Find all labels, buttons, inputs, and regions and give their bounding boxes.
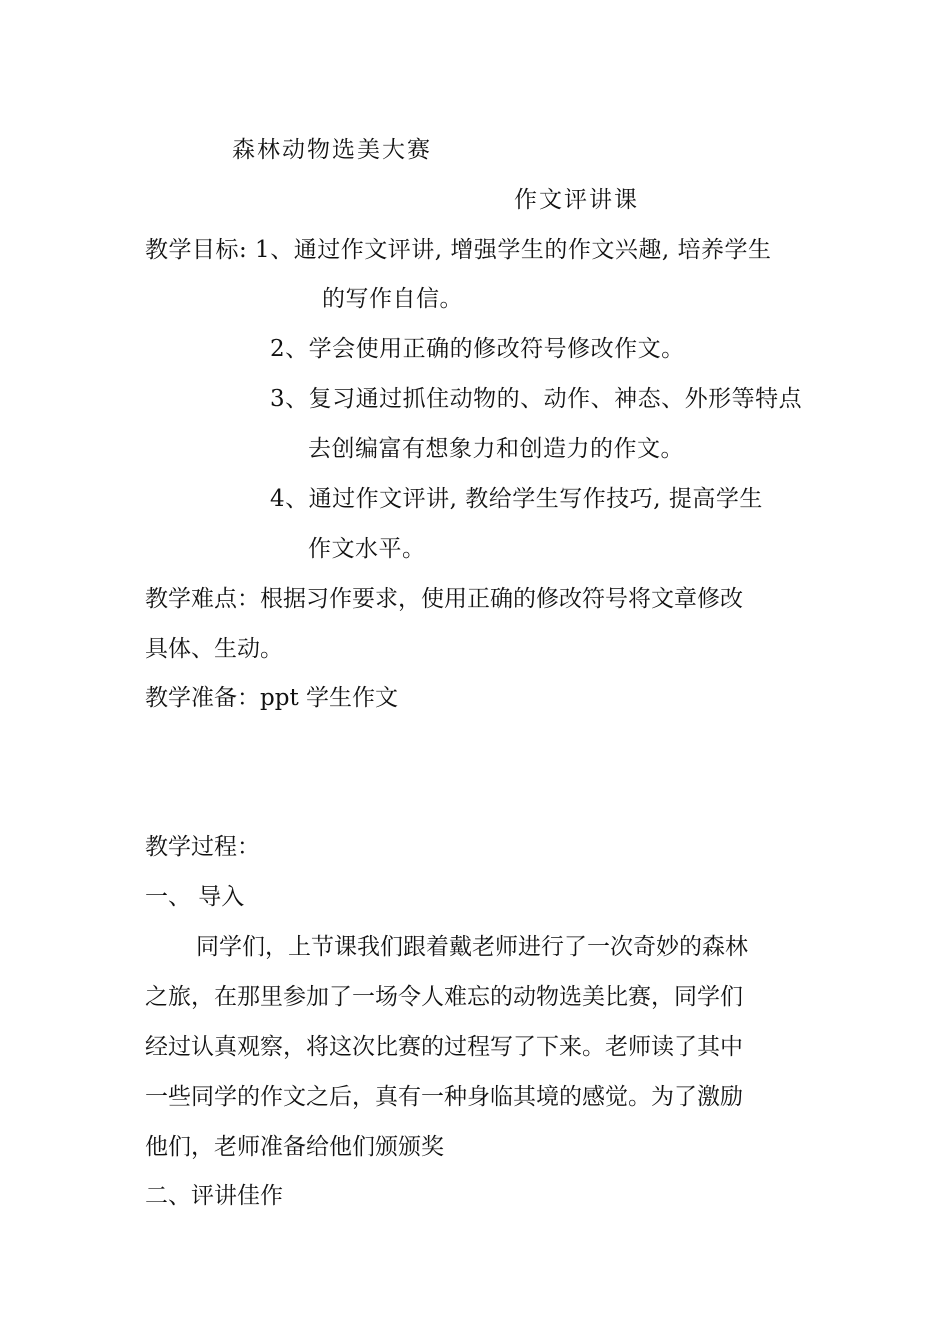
objective-line-2: 2、学会使用正确的修改符号修改作文。 — [270, 336, 685, 362]
objective-line-3-cont: 去创编富有想象力和创造力的作文。 — [308, 436, 684, 462]
difficulty-line-2: 具体、生动。 — [145, 636, 283, 662]
document-subtitle: 作文评讲课 — [514, 187, 639, 213]
paragraph-line: 之旅，在那里参加了一场令人难忘的动物选美比赛，同学们 — [145, 984, 743, 1010]
objective-line-4: 4、通过作文评讲, 教给学生写作技巧, 提高学生 — [270, 486, 763, 512]
section-2-heading: 二、评讲佳作 — [145, 1183, 283, 1209]
document-title: 森林动物选美大赛 — [232, 137, 432, 163]
preparation-line: 教学准备：ppt 学生作文 — [145, 685, 398, 711]
paragraph-line: 同学们，上节课我们跟着戴老师进行了一次奇妙的森林 — [196, 934, 748, 960]
objective-line-4-cont: 作文水平。 — [308, 536, 426, 562]
objective-line-3: 3、复习通过抓住动物的、动作、神态、外形等特点 — [270, 386, 803, 412]
objective-line-1: 教学目标: 1、通过作文评讲, 增强学生的作文兴趣, 培养学生 — [145, 237, 772, 263]
section-1-heading: 一、 导入 — [145, 884, 245, 910]
process-heading: 教学过程： — [145, 834, 260, 860]
paragraph-line: 一些同学的作文之后，真有一种身临其境的感觉。为了激励 — [145, 1084, 743, 1110]
paragraph-line: 经过认真观察，将这次比赛的过程写了下来。老师读了其中 — [145, 1034, 743, 1060]
objective-line-1-cont: 的写作自信。 — [322, 286, 463, 312]
paragraph-line: 他们，老师准备给他们颁颁奖 — [145, 1134, 444, 1160]
difficulty-line-1: 教学难点：根据习作要求，使用正确的修改符号将文章修改 — [145, 586, 743, 612]
